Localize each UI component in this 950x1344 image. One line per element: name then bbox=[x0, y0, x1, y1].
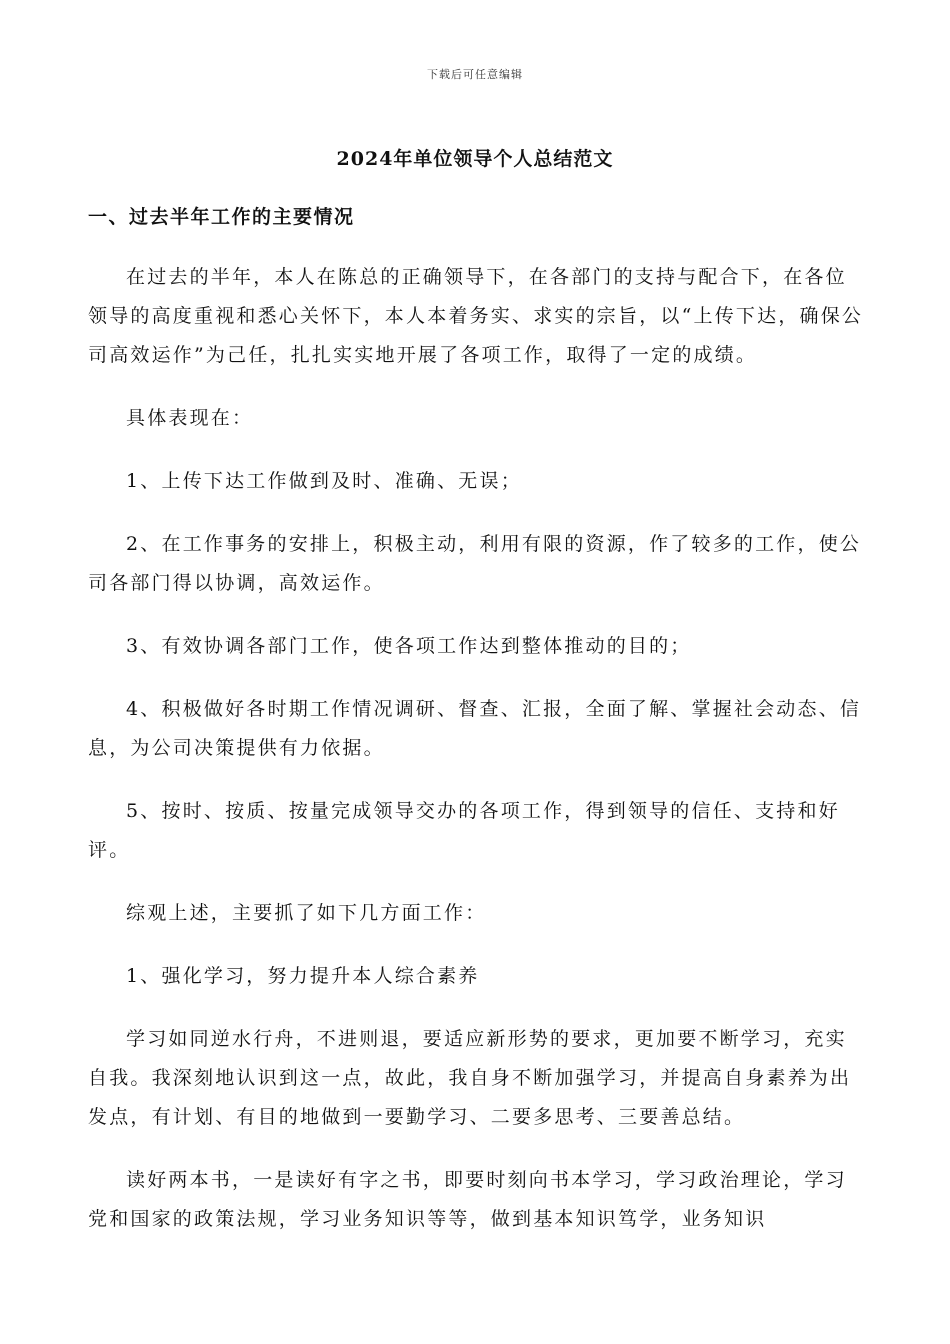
paragraph-item-1: 1、上传下达工作做到及时、准确、无误； bbox=[126, 470, 522, 492]
paragraph-intro: 在过去的半年，本人在陈总的正确领导下，在各部门的支持与配合下，在各位领导的高度重视和悉心关怀下，本人本着务实、求实的宗旨，以“上传下达，确保公司高效运作”为己任，扎扎实实地开展了各项工作，取得了一定的成绩。 bbox=[88, 266, 864, 366]
paragraph-performance-lead: 具体表现在： bbox=[126, 407, 254, 429]
paragraph-summary-lead: 综观上述，主要抓了如下几方面工作： bbox=[126, 902, 487, 924]
header-note: 下载后可任意编辑 bbox=[427, 68, 523, 81]
paragraph-subheading-1: 1、强化学习，努力提升本人综合素养 bbox=[126, 965, 480, 987]
paragraph-two-books: 读好两本书，一是读好有字之书，即要时刻向书本学习，学习政治理论，学习党和国家的政策法规，学习业务知识等等，做到基本知识笃学，业务知识 bbox=[88, 1169, 847, 1230]
paragraph-item-3: 3、有效协调各部门工作，使各项工作达到整体推动的目的； bbox=[126, 635, 692, 657]
page-title: 2024年单位领导个人总结范文 bbox=[336, 148, 614, 170]
document-body bbox=[88, 258, 864, 1263]
paragraph-item-2: 2、在工作事务的安排上，积极主动，利用有限的资源，作了较多的工作，使公司各部门得以协调，高效运作。 bbox=[88, 533, 862, 594]
paragraph-item-4: 4、积极做好各时期工作情况调研、督查、汇报，全面了解、掌握社会动态、信息，为公司决策提供有力依据。 bbox=[88, 698, 862, 759]
paragraph-study: 学习如同逆水行舟，不进则退，要适应新形势的要求，更加要不断学习，充实自我。我深刻地认识到这一点，故此，我自身不断加强学习，并提高自身素养为出发点，有计划、有目的地做到一要勤学习、二要多思考、三要善总结。 bbox=[88, 1028, 852, 1128]
section-heading: 一、过去半年工作的主要情况 bbox=[88, 206, 355, 228]
paragraph-item-5: 5、按时、按质、按量完成领导交办的各项工作，得到领导的信任、支持和好评。 bbox=[88, 800, 840, 861]
